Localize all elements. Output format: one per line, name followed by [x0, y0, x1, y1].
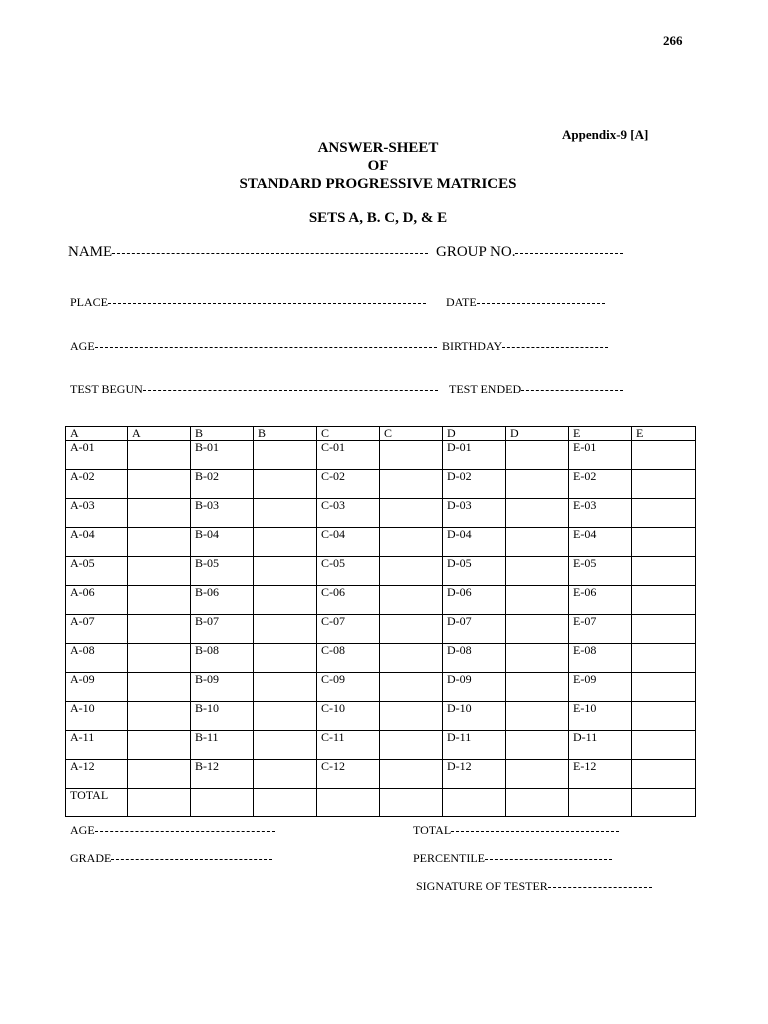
appendix-label: Appendix-9 [A] [562, 127, 649, 142]
item-code: A-10 [66, 702, 128, 731]
test-begun-field[interactable] [70, 382, 438, 397]
footer-age-label: AGE [70, 823, 95, 837]
item-code: C-04 [317, 528, 380, 557]
column-header: E [632, 427, 696, 441]
total-cell[interactable] [569, 789, 632, 817]
column-header: E [569, 427, 632, 441]
table-row [66, 586, 696, 615]
answer-cell[interactable] [632, 644, 696, 673]
item-code: C-06 [317, 586, 380, 615]
table-row [66, 557, 696, 586]
answer-cell[interactable] [506, 644, 569, 673]
item-code: A-03 [66, 499, 128, 528]
item-code: E-12 [569, 760, 632, 789]
column-header: B [191, 427, 254, 441]
answer-table [65, 426, 696, 817]
item-code: E-02 [569, 470, 632, 499]
item-code: D-07 [443, 615, 506, 644]
title-line-2: OF [367, 158, 389, 174]
item-code: D-11 [569, 731, 632, 760]
title-line-3: STANDARD PROGRESSIVE MATRICES [239, 176, 517, 192]
answer-cell[interactable] [128, 673, 191, 702]
answer-cell[interactable] [380, 586, 443, 615]
item-code: E-04 [569, 528, 632, 557]
answer-cell[interactable] [380, 615, 443, 644]
table-row [66, 470, 696, 499]
item-code: C-09 [317, 673, 380, 702]
signature-field[interactable] [416, 879, 652, 894]
total-cell[interactable] [632, 789, 696, 817]
answer-cell[interactable] [254, 760, 317, 789]
item-code: C-12 [317, 760, 380, 789]
answer-cell[interactable] [506, 557, 569, 586]
item-code: B-06 [191, 586, 254, 615]
place-label: PLACE [70, 295, 109, 309]
answer-cell[interactable] [128, 644, 191, 673]
total-cell[interactable] [380, 789, 443, 817]
column-header: D [443, 427, 506, 441]
answer-cell[interactable] [632, 731, 696, 760]
item-code: B-01 [191, 441, 254, 470]
group-no-label: GROUP NO. [436, 244, 516, 260]
item-code: D-02 [443, 470, 506, 499]
column-header: D [506, 427, 569, 441]
answer-cell[interactable] [128, 702, 191, 731]
table-row [66, 528, 696, 557]
answer-cell[interactable] [632, 441, 696, 470]
total-cell[interactable] [506, 789, 569, 817]
date-field[interactable] [446, 295, 605, 310]
answer-cell[interactable] [506, 731, 569, 760]
item-code: D-05 [443, 557, 506, 586]
item-code: C-05 [317, 557, 380, 586]
total-label: TOTAL [66, 789, 128, 817]
item-code: B-03 [191, 499, 254, 528]
answer-cell[interactable] [128, 731, 191, 760]
answer-cell[interactable] [380, 499, 443, 528]
item-code: D-01 [443, 441, 506, 470]
answer-cell[interactable] [380, 470, 443, 499]
total-row [66, 789, 696, 817]
item-code: E-08 [569, 644, 632, 673]
answer-cell[interactable] [128, 528, 191, 557]
answer-cell[interactable] [128, 499, 191, 528]
item-code: A-05 [66, 557, 128, 586]
footer-total-field[interactable] [413, 823, 619, 838]
test-ended-label: TEST ENDED [449, 382, 522, 396]
table-row [66, 731, 696, 760]
place-field[interactable] [70, 295, 426, 310]
name-blank [112, 253, 428, 254]
answer-cell[interactable] [254, 644, 317, 673]
table-row [66, 702, 696, 731]
age-blank [95, 347, 437, 348]
table-row [66, 615, 696, 644]
item-code: D-06 [443, 586, 506, 615]
item-code: B-09 [191, 673, 254, 702]
age-field[interactable] [70, 339, 437, 354]
item-code: C-08 [317, 644, 380, 673]
item-code: C-01 [317, 441, 380, 470]
item-code: E-06 [569, 586, 632, 615]
answer-cell[interactable] [632, 673, 696, 702]
item-code: B-12 [191, 760, 254, 789]
answer-cell[interactable] [380, 760, 443, 789]
item-code: D-11 [443, 731, 506, 760]
total-cell[interactable] [191, 789, 254, 817]
item-code: B-04 [191, 528, 254, 557]
item-code: D-12 [443, 760, 506, 789]
birthday-blank [502, 347, 608, 348]
group-no-blank [515, 253, 623, 254]
item-code: A-01 [66, 441, 128, 470]
answer-cell[interactable] [128, 557, 191, 586]
answer-cell[interactable] [254, 673, 317, 702]
item-code: A-09 [66, 673, 128, 702]
answer-cell[interactable] [632, 760, 696, 789]
answer-cell[interactable] [632, 557, 696, 586]
answer-cell[interactable] [128, 760, 191, 789]
answer-cell[interactable] [506, 702, 569, 731]
percentile-blank [485, 859, 612, 860]
birthday-field[interactable] [442, 339, 608, 354]
item-code: B-02 [191, 470, 254, 499]
item-code: B-10 [191, 702, 254, 731]
item-code: A-08 [66, 644, 128, 673]
item-code: E-10 [569, 702, 632, 731]
grade-blank [111, 859, 272, 860]
answer-cell[interactable] [128, 586, 191, 615]
item-code: A-06 [66, 586, 128, 615]
item-code: E-03 [569, 499, 632, 528]
item-code: E-09 [569, 673, 632, 702]
answer-cell[interactable] [506, 673, 569, 702]
percentile-field[interactable] [413, 851, 612, 866]
answer-cell[interactable] [380, 528, 443, 557]
item-code: D-03 [443, 499, 506, 528]
footer-age-blank [95, 831, 275, 832]
grade-field[interactable] [70, 851, 272, 866]
answer-cell[interactable] [632, 586, 696, 615]
item-code: C-07 [317, 615, 380, 644]
item-code: A-12 [66, 760, 128, 789]
answer-cell[interactable] [254, 499, 317, 528]
total-cell[interactable] [254, 789, 317, 817]
item-code: A-07 [66, 615, 128, 644]
table-header-row [66, 427, 696, 441]
item-code: C-11 [317, 731, 380, 760]
item-code: C-03 [317, 499, 380, 528]
answer-cell[interactable] [254, 441, 317, 470]
item-code: B-11 [191, 731, 254, 760]
answer-cell[interactable] [506, 499, 569, 528]
item-code: E-07 [569, 615, 632, 644]
total-cell[interactable] [443, 789, 506, 817]
column-header: B [254, 427, 317, 441]
sets-subtitle: SETS A, B. C, D, & E [308, 210, 448, 226]
signature-blank [548, 887, 652, 888]
item-code: A-04 [66, 528, 128, 557]
column-header: C [380, 427, 443, 441]
test-ended-blank [521, 390, 623, 391]
item-code: D-09 [443, 673, 506, 702]
answer-cell[interactable] [254, 731, 317, 760]
test-ended-field[interactable] [449, 382, 623, 397]
answer-cell[interactable] [254, 470, 317, 499]
group-no-field[interactable] [436, 244, 623, 261]
item-code: E-01 [569, 441, 632, 470]
answer-cell[interactable] [380, 644, 443, 673]
item-code: B-08 [191, 644, 254, 673]
table-row [66, 441, 696, 470]
answer-cell[interactable] [632, 499, 696, 528]
answer-cell[interactable] [128, 615, 191, 644]
answer-cell[interactable] [380, 673, 443, 702]
table-row [66, 499, 696, 528]
answer-cell[interactable] [506, 760, 569, 789]
item-code: B-05 [191, 557, 254, 586]
answer-cell[interactable] [254, 528, 317, 557]
birthday-label: BIRTHDAY [442, 339, 503, 353]
answer-cell[interactable] [380, 557, 443, 586]
answer-cell[interactable] [506, 586, 569, 615]
footer-total-label: TOTAL [413, 823, 452, 837]
answer-cell[interactable] [254, 586, 317, 615]
grade-label: GRADE [70, 851, 112, 865]
total-cell[interactable] [128, 789, 191, 817]
signature-label: SIGNATURE OF TESTER [416, 879, 548, 893]
percentile-label: PERCENTILE [413, 851, 485, 865]
item-code: D-04 [443, 528, 506, 557]
column-header: A [66, 427, 128, 441]
answer-cell[interactable] [506, 528, 569, 557]
item-code: A-11 [66, 731, 128, 760]
answer-cell[interactable] [632, 702, 696, 731]
answer-cell[interactable] [506, 615, 569, 644]
answer-cell[interactable] [254, 557, 317, 586]
date-blank [477, 303, 605, 304]
item-code: C-02 [317, 470, 380, 499]
column-header: A [128, 427, 191, 441]
test-begun-blank [143, 390, 438, 391]
answer-cell[interactable] [632, 528, 696, 557]
item-code: B-07 [191, 615, 254, 644]
answer-cell[interactable] [380, 702, 443, 731]
item-code: C-10 [317, 702, 380, 731]
page-number: 266 [663, 33, 683, 48]
table-row [66, 673, 696, 702]
answer-cell[interactable] [632, 615, 696, 644]
title-line-1: ANSWER-SHEET [317, 140, 439, 156]
item-code: D-10 [443, 702, 506, 731]
answer-cell[interactable] [632, 470, 696, 499]
answer-cell[interactable] [380, 441, 443, 470]
answer-cell[interactable] [128, 441, 191, 470]
total-cell[interactable] [317, 789, 380, 817]
item-code: E-05 [569, 557, 632, 586]
date-label: DATE [446, 295, 477, 309]
column-header: C [317, 427, 380, 441]
answer-cell[interactable] [254, 702, 317, 731]
answer-cell[interactable] [380, 731, 443, 760]
test-begun-label: TEST BEGUN [70, 382, 143, 396]
age-label: AGE [70, 339, 95, 353]
name-label: NAME [68, 244, 113, 260]
name-field[interactable] [68, 244, 428, 261]
table-row [66, 760, 696, 789]
place-blank [108, 303, 426, 304]
footer-age-field[interactable] [70, 823, 275, 838]
answer-cell[interactable] [254, 615, 317, 644]
item-code: A-02 [66, 470, 128, 499]
answer-cell[interactable] [506, 470, 569, 499]
answer-cell[interactable] [128, 470, 191, 499]
item-code: D-08 [443, 644, 506, 673]
table-row [66, 644, 696, 673]
answer-cell[interactable] [506, 441, 569, 470]
footer-total-blank [451, 831, 619, 832]
